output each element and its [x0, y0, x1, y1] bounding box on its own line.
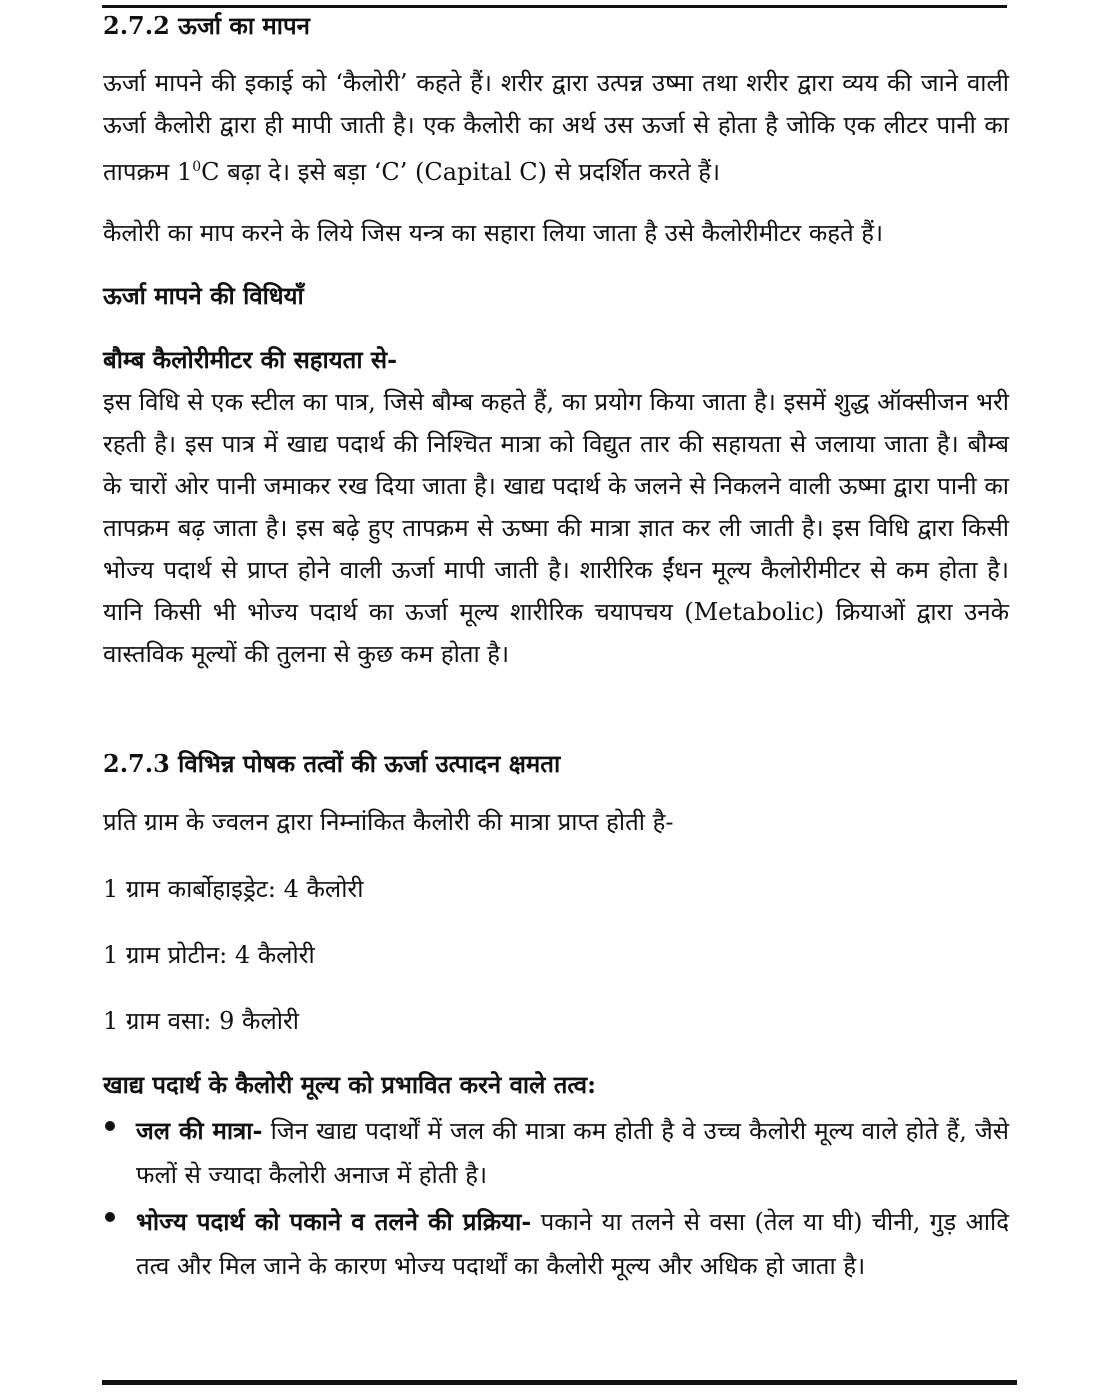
bullet-text	[136, 1200, 1009, 1288]
top-rule	[102, 5, 1007, 8]
bullet-body: जिन खाद्य पदार्थों में जल की मात्रा कम होती है वे उच्च कैलोरी मूल्य वाले होते हैं, जैसे फलों से ज्यादा कैलोरी अनाज में होती है।	[136, 1117, 1010, 1189]
protein-energy-item: 1 ग्राम प्रोटीन: 4 कैलोरी	[103, 941, 315, 969]
bullet-icon	[105, 1121, 115, 1131]
section-heading-2-7-3: 2.7.3 विभिन्न पोषक तत्वों की ऊर्जा उत्पादन क्षमता	[103, 749, 561, 778]
bullet-body: पकाने या तलने से वसा (तेल या घी) चीनी, गुड़ आदि तत्व और मिल जाने के कारण भोज्य पदार्थों का कैलोरी मूल्य और अधिक हो जाता है।	[136, 1208, 1009, 1280]
bullet-text	[136, 1109, 1009, 1197]
bullet-icon	[105, 1212, 115, 1222]
degree-superscript: 0	[192, 159, 202, 175]
bottom-rule	[102, 1380, 1017, 1385]
bomb-calorimeter-paragraph: इस विधि से एक स्टील का पात्र, जिसे बौम्ब कहते हैं, का प्रयोग किया जाता है। इसमें शुद्ध ऑक्सीजन भरी रहती है। इस पात्र में खाद्य पदार्थ की निश्चित मात्रा को विद्युत तार की सहायता से जलाया जाता है। बौम्ब के चारों ओर पानी जमाकर रख दिया जाता है। खाद्य पदार्थ के जलने से निकलने वाली ऊष्मा द्वारा पानी का तापक्रम बढ़ जाता है। इस बढ़े हुए तापक्रम से ऊष्मा की मात्रा ज्ञात कर ली जाती है। इस विधि द्वारा किसी भोज्य पदार्थ से प्राप्त होने वाली ऊर्जा मापी जाती है। शारीरिक ईंधन मूल्य कैलोरीमीटर से कम होता है। यानि किसी भी भोज्य पदार्थ का ऊर्जा मूल्य शारीरिक चयापचय (Metabolic) क्रियाओं द्वारा उनके वास्तविक मूल्यों की तुलना से कुछ कम होता है।	[103, 388, 1009, 668]
list-item	[103, 1200, 1009, 1288]
calorie-definition-text: ऊर्जा मापने की इकाई को ‘कैलोरी’ कहते हैं। शरीर द्वारा उत्पन्न उष्मा तथा शरीर द्वारा व्यय की जाने वाली ऊर्जा कैलोरी द्वारा ही मापी जाती है। एक कैलोरी का अर्थ उस ऊर्जा से होता है जोकि एक लीटर पानी का तापक्रम	[103, 69, 1009, 186]
section-heading-2-7-2: 2.7.2 ऊर्जा का मापन	[103, 11, 310, 40]
list-item	[103, 1109, 1009, 1197]
calorie-factors-heading: खाद्य पदार्थ के कैलोरी मूल्य को प्रभावित करने वाले तत्व:	[103, 1070, 596, 1099]
bullet-lead: जल की मात्रा-	[136, 1116, 263, 1145]
calorie-definition-paragraph	[103, 62, 1009, 193]
energy-methods-heading: ऊर्जा मापने की विधियाँ	[103, 281, 304, 310]
temperature-unit: C	[201, 158, 220, 186]
fat-energy-item: 1 ग्राम वसा: 9 कैलोरी	[103, 1007, 299, 1035]
bullet-lead: भोज्य पदार्थ को पकाने व तलने की प्रक्रिया-	[136, 1207, 532, 1236]
combustion-intro: प्रति ग्राम के ज्वलन द्वारा निम्नांकित कैलोरी की मात्रा प्राप्त होती है-	[103, 808, 674, 836]
bomb-calorimeter-heading: बौम्ब कैलोरीमीटर की सहायता से-	[103, 345, 398, 374]
temperature-value: 1	[176, 158, 193, 186]
calorie-definition-end: बढ़ा दे। इसे बड़ा ‘C’ (Capital C) से प्रदर्शित करते हैं।	[219, 158, 721, 186]
carbohydrate-energy-item: 1 ग्राम कार्बोहाइड्रेट: 4 कैलोरी	[103, 875, 364, 903]
calorimeter-paragraph: कैलोरी का माप करने के लिये जिस यन्त्र का सहारा लिया जाता है उसे कैलोरीमीटर कहते हैं।	[103, 219, 884, 247]
